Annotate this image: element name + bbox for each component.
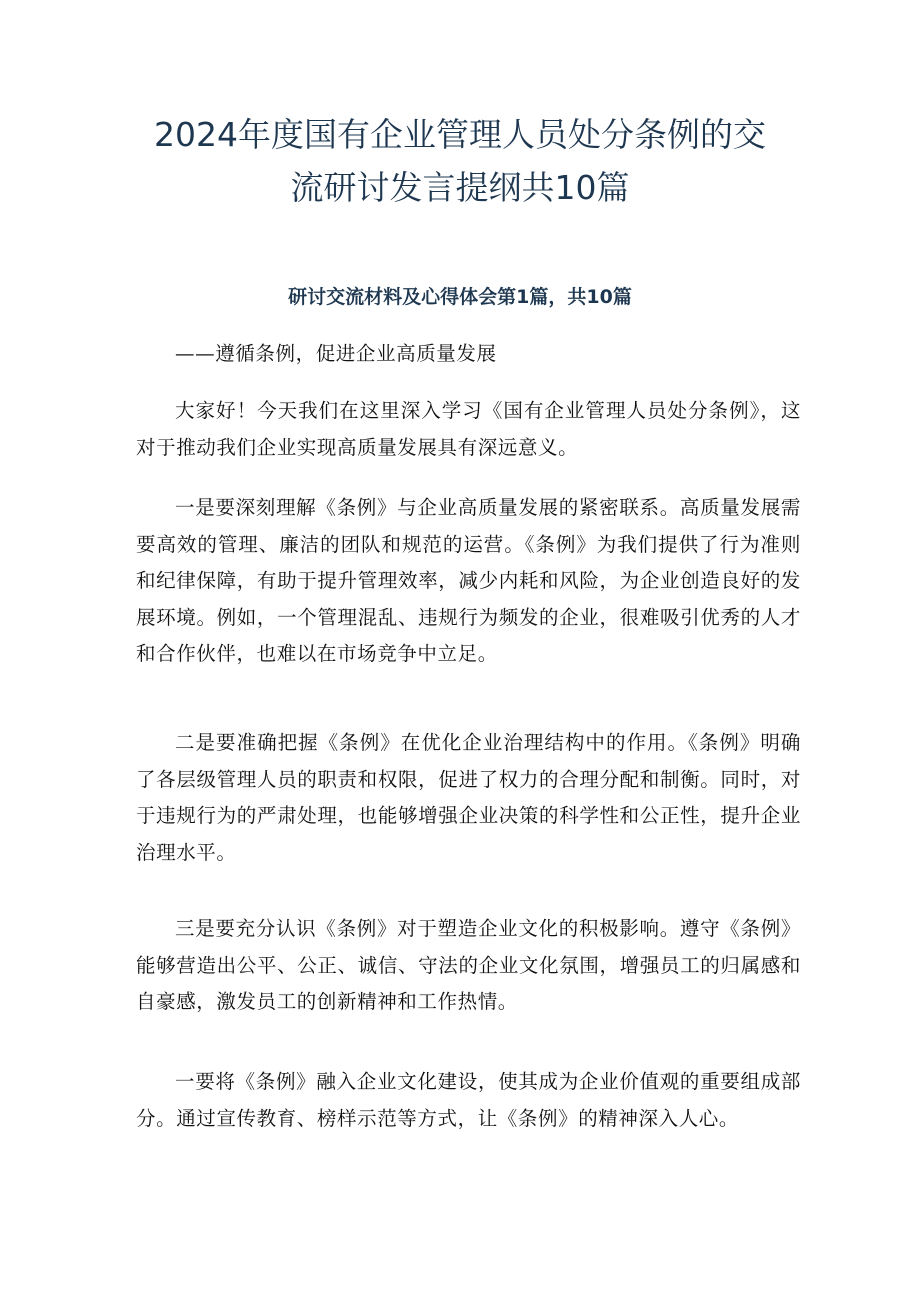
body-paragraph-2: 一是要深刻理解《条例》与企业高质量发展的紧密联系。高质量发展需要高效的管理、廉洁的团队和规范的运营。《条例》为我们提供了行为准则和纪律保障，有助于提升管理效率，减少内耗和风险，为企业创造良好的发展环境。例如，一个管理混乱、违规行为频发的企业，很难吸引优秀的人才和合作伙伴，也难以在市场竞争中立足。	[136, 496, 801, 665]
lead-line: ——遵循条例，促进企业高质量发展	[175, 342, 497, 365]
section-heading: 研讨交流材料及心得体会第1篇，共10篇	[288, 286, 632, 308]
body-paragraph-3: 二是要准确把握《条例》在优化企业治理结构中的作用。《条例》明确了各层级管理人员的职责和权限，促进了权力的合理分配和制衡。同时，对于违规行为的严肃处理，也能够增强企业决策的科学性和公正性，提升企业治理水平。	[136, 731, 801, 864]
document-title-line-1: 2024年度国有企业管理人员处分条例的交	[154, 115, 766, 154]
body-paragraph-1: 大家好！今天我们在这里深入学习《国有企业管理人员处分条例》，这对于推动我们企业实现高质量发展具有深远意义。	[136, 399, 801, 459]
document-title	[130, 108, 790, 214]
document-title-line-2: 流研讨发言提纲共10篇	[290, 168, 630, 207]
body-paragraph-5: 一要将《条例》融入企业文化建设，使其成为企业价值观的重要组成部分。通过宣传教育、榜样示范等方式，让《条例》的精神深入人心。	[136, 1070, 801, 1130]
body-paragraph-4: 三是要充分认识《条例》对于塑造企业文化的积极影响。遵守《条例》能够营造出公平、公正、诚信、守法的企业文化氛围，增强员工的归属感和自豪感，激发员工的创新精神和工作热情。	[136, 917, 801, 1013]
